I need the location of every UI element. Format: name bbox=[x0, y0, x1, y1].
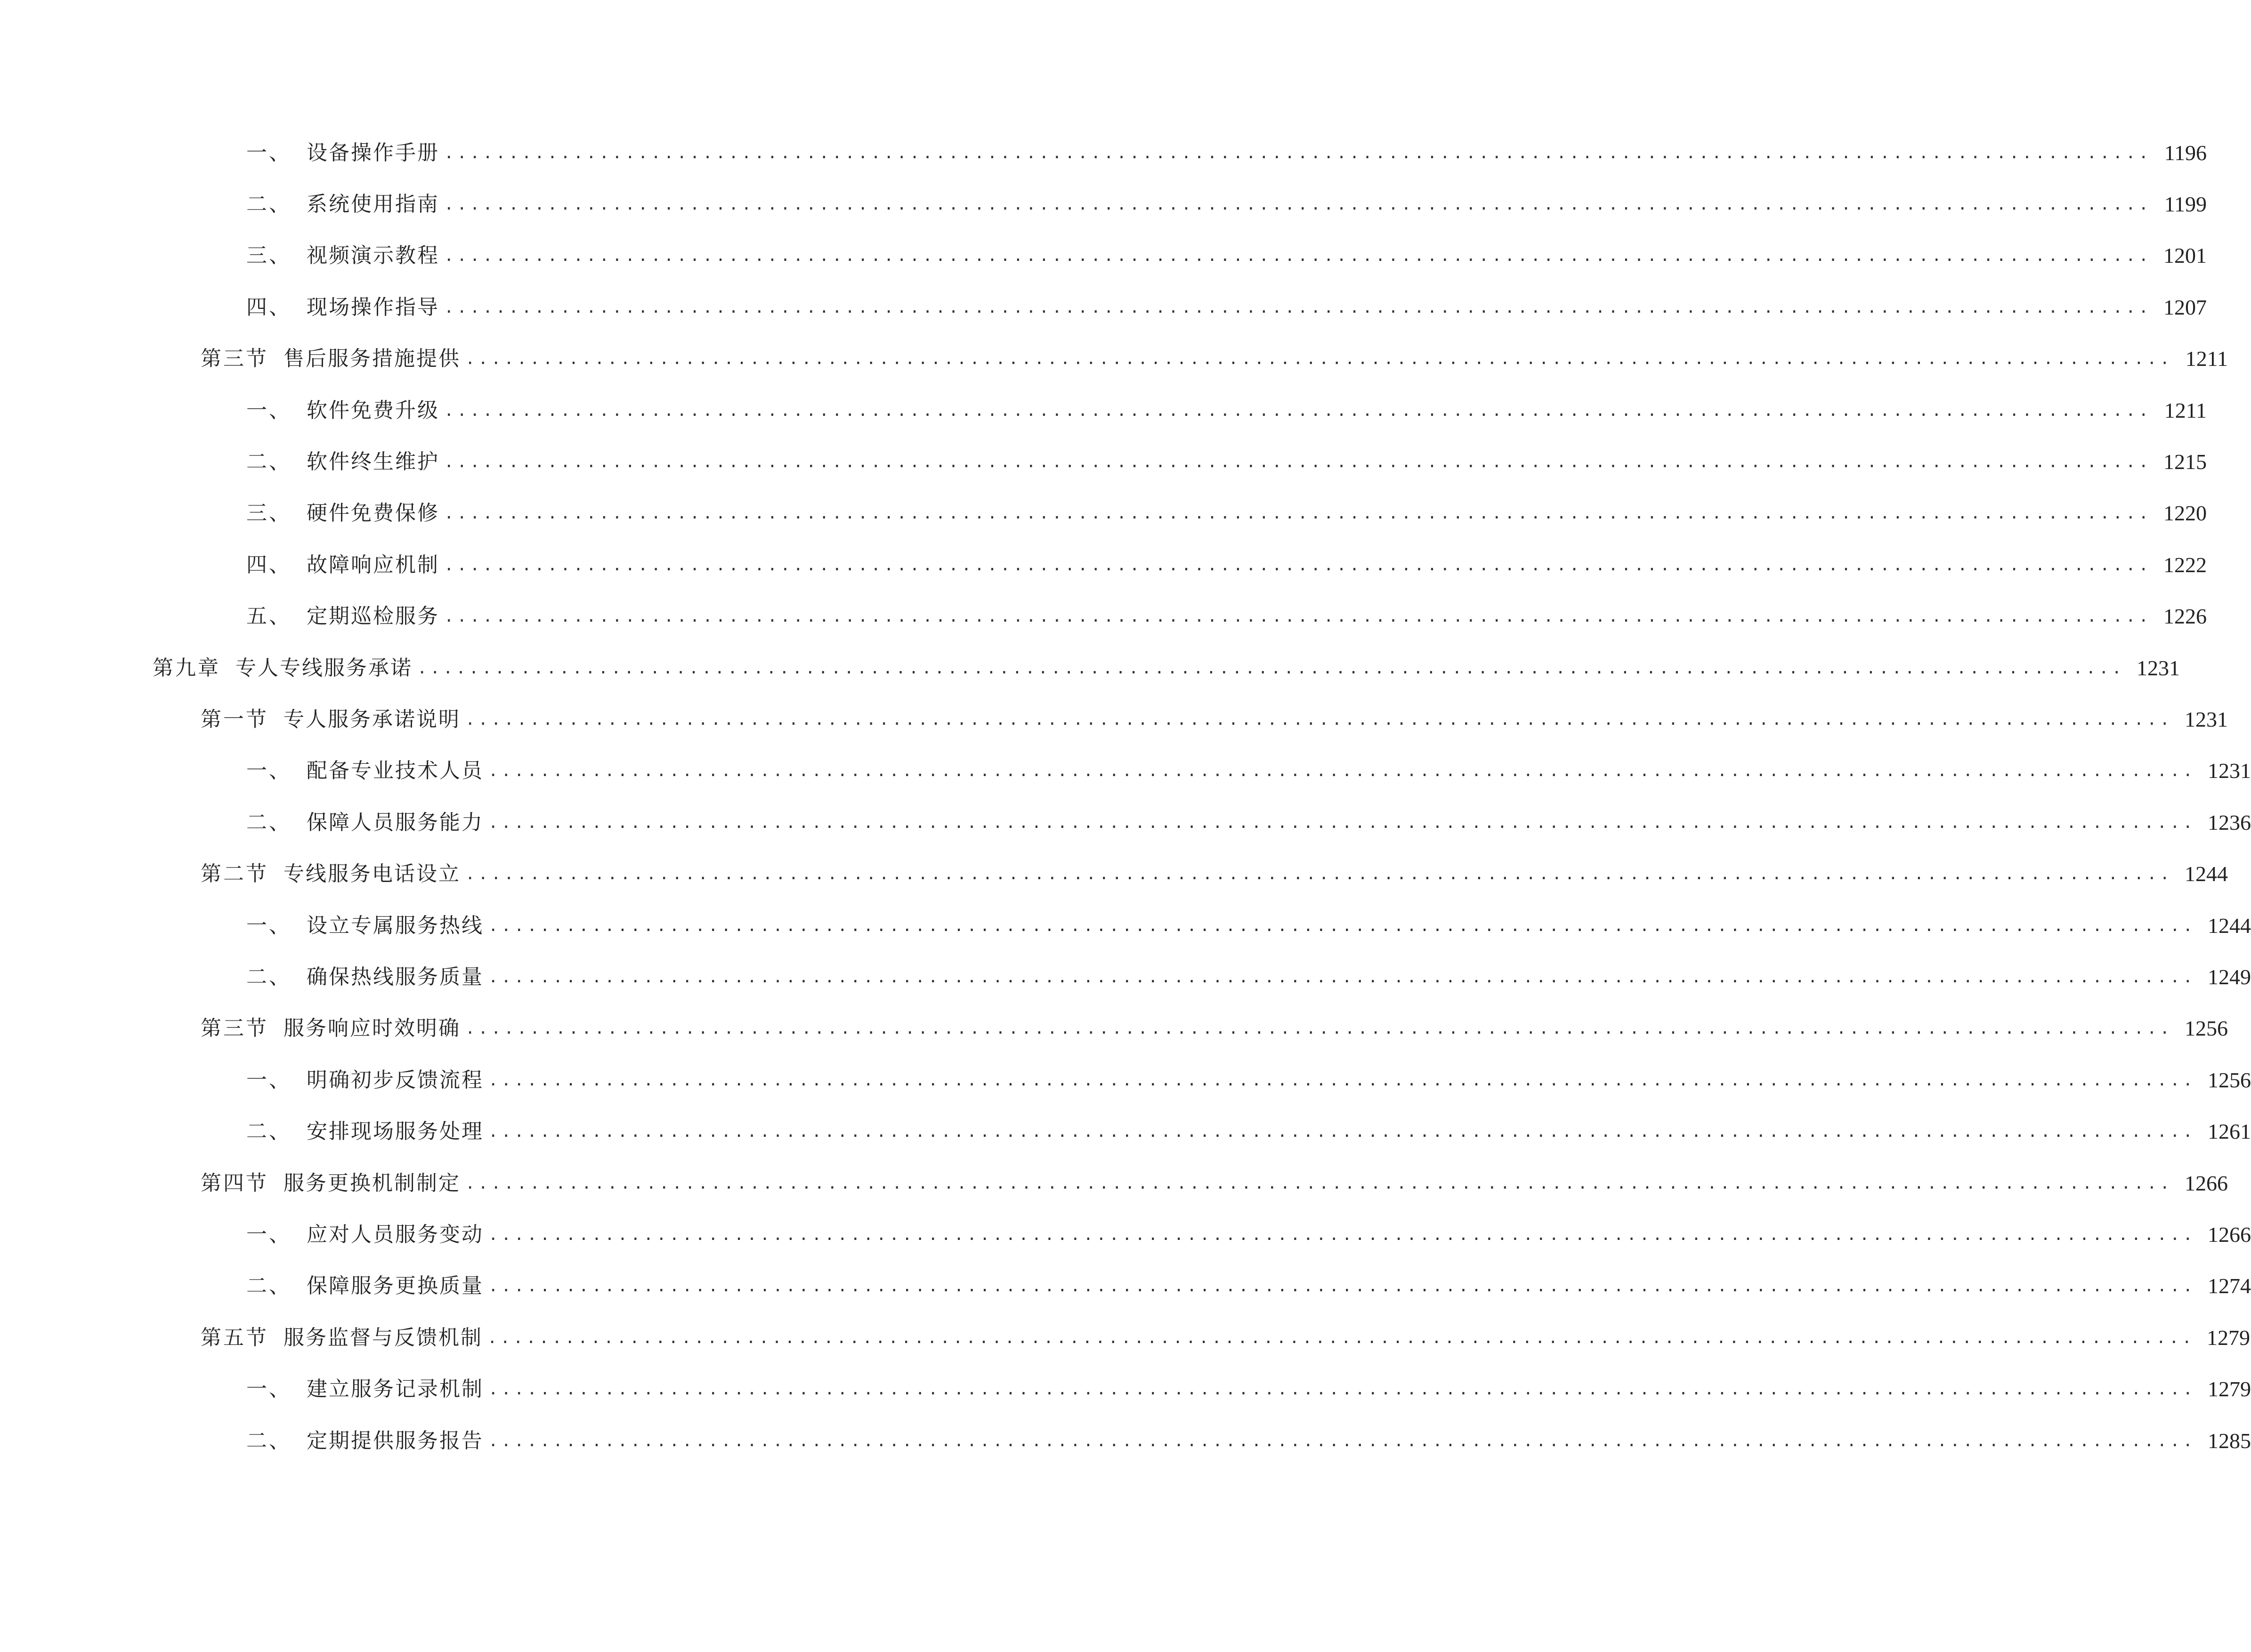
dot-leader: .................................................................................................................................... bbox=[487, 1328, 2195, 1347]
toc-entry[interactable] bbox=[246, 806, 2251, 839]
entry-number: 一、 bbox=[246, 1377, 291, 1401]
page-number: 1207 bbox=[2163, 295, 2207, 319]
dot-leader: .................................................................................................................................... bbox=[444, 195, 2152, 214]
page-number: 1256 bbox=[2208, 1068, 2251, 1092]
entry-number: 五、 bbox=[246, 604, 291, 628]
dot-leader: .................................................................................................................................... bbox=[444, 556, 2152, 575]
entry-title: 软件终生维护 bbox=[307, 450, 439, 474]
dot-leader: .................................................................................................................................... bbox=[444, 144, 2152, 162]
entry-title: 现场操作指导 bbox=[307, 295, 439, 319]
page-number: 1231 bbox=[2185, 707, 2228, 731]
entry-title: 视频演示教程 bbox=[307, 243, 439, 267]
entry-number: 二、 bbox=[246, 965, 291, 989]
entry-title: 专线服务电话设立 bbox=[283, 862, 461, 886]
entry-title: 安排现场服务处理 bbox=[307, 1119, 484, 1143]
toc-entry[interactable] bbox=[201, 1012, 2228, 1045]
entry-title: 配备专业技术人员 bbox=[307, 759, 484, 783]
dot-leader: .................................................................................................................................... bbox=[417, 659, 2125, 678]
entry-number: 一、 bbox=[246, 759, 291, 783]
dot-leader: .................................................................................................................................... bbox=[444, 607, 2152, 626]
entry-title: 故障响应机制 bbox=[307, 553, 439, 577]
dot-leader: .................................................................................................................................... bbox=[465, 1019, 2173, 1038]
dot-leader: .................................................................................................................................... bbox=[488, 1277, 2196, 1296]
section-number: 第五节 bbox=[201, 1326, 268, 1350]
entry-number: 三、 bbox=[246, 243, 291, 267]
dot-leader: .................................................................................................................................... bbox=[444, 453, 2152, 471]
entry-number: 三、 bbox=[246, 501, 291, 525]
entry-number: 二、 bbox=[246, 810, 291, 834]
page-number: 1256 bbox=[2185, 1016, 2228, 1040]
toc-entry[interactable] bbox=[246, 188, 2207, 221]
toc-entry[interactable] bbox=[201, 858, 2228, 891]
toc-entry[interactable] bbox=[201, 342, 2228, 375]
toc-entry[interactable] bbox=[246, 600, 2207, 633]
toc-entry[interactable] bbox=[246, 291, 2207, 324]
entry-title: 明确初步反馈流程 bbox=[307, 1068, 484, 1092]
toc-entry[interactable] bbox=[246, 909, 2251, 942]
toc-entry[interactable] bbox=[246, 1373, 2251, 1406]
toc-entry[interactable] bbox=[246, 239, 2207, 272]
entry-title: 服务响应时效明确 bbox=[283, 1016, 461, 1040]
dot-leader: .................................................................................................................................... bbox=[444, 504, 2152, 523]
entry-title: 软件免费升级 bbox=[307, 398, 439, 422]
entry-title: 服务更换机制制定 bbox=[283, 1171, 461, 1195]
dot-leader: .................................................................................................................................... bbox=[488, 813, 2196, 832]
entry-number: 四、 bbox=[246, 553, 291, 577]
page-number: 1236 bbox=[2208, 810, 2251, 834]
page-number: 1211 bbox=[2185, 347, 2228, 371]
page-number: 1266 bbox=[2185, 1171, 2228, 1195]
dot-leader: .................................................................................................................................... bbox=[488, 761, 2196, 780]
dot-leader: .................................................................................................................................... bbox=[488, 916, 2196, 935]
page-number: 1211 bbox=[2164, 398, 2207, 422]
entry-title: 服务监督与反馈机制 bbox=[283, 1326, 483, 1350]
toc-entry[interactable] bbox=[246, 394, 2207, 427]
section-number: 第三节 bbox=[201, 1016, 268, 1040]
section-number: 第三节 bbox=[201, 347, 268, 371]
entry-number: 二、 bbox=[246, 192, 291, 216]
entry-title: 定期提供服务报告 bbox=[307, 1429, 484, 1453]
page-number: 1244 bbox=[2185, 862, 2228, 886]
page-number: 1199 bbox=[2164, 192, 2207, 216]
toc-entry[interactable] bbox=[246, 549, 2207, 582]
dot-leader: .................................................................................................................................... bbox=[444, 401, 2152, 420]
dot-leader: .................................................................................................................................... bbox=[488, 1122, 2196, 1141]
page-number: 1231 bbox=[2208, 759, 2251, 783]
entry-title: 保障人员服务能力 bbox=[307, 810, 484, 834]
toc-entry[interactable] bbox=[246, 445, 2207, 478]
dot-leader: .................................................................................................................................... bbox=[465, 349, 2173, 368]
page-number: 1231 bbox=[2137, 656, 2180, 680]
chapter-number: 第九章 bbox=[153, 656, 220, 680]
entry-title: 建立服务记录机制 bbox=[307, 1377, 484, 1401]
page-number: 1244 bbox=[2208, 914, 2251, 938]
dot-leader: .................................................................................................................................... bbox=[444, 298, 2152, 317]
entry-title: 专人专线服务承诺 bbox=[235, 656, 413, 680]
section-number: 第一节 bbox=[201, 707, 268, 731]
dot-leader: .................................................................................................................................... bbox=[465, 865, 2173, 883]
toc-entry[interactable] bbox=[246, 1115, 2251, 1148]
dot-leader: .................................................................................................................................... bbox=[444, 246, 2152, 265]
toc-entry[interactable] bbox=[246, 137, 2207, 170]
entry-number: 二、 bbox=[246, 1274, 291, 1298]
entry-title: 定期巡检服务 bbox=[307, 604, 439, 628]
dot-leader: .................................................................................................................................... bbox=[465, 1174, 2173, 1193]
page-number: 1279 bbox=[2208, 1377, 2251, 1401]
entry-number: 一、 bbox=[246, 398, 291, 422]
toc-entry[interactable] bbox=[246, 1064, 2251, 1097]
toc-entry[interactable] bbox=[246, 961, 2251, 994]
page-number: 1249 bbox=[2208, 965, 2251, 989]
page-number: 1261 bbox=[2208, 1119, 2251, 1143]
toc-entry[interactable] bbox=[246, 1425, 2251, 1458]
entry-number: 一、 bbox=[246, 141, 291, 165]
toc-entry[interactable] bbox=[246, 497, 2207, 530]
entry-number: 一、 bbox=[246, 1223, 291, 1247]
page-number: 1226 bbox=[2163, 604, 2207, 628]
dot-leader: .................................................................................................................................... bbox=[488, 1432, 2196, 1450]
toc-entry[interactable] bbox=[246, 754, 2251, 787]
entry-title: 设备操作手册 bbox=[307, 141, 439, 165]
page-number: 1201 bbox=[2163, 243, 2207, 267]
page-number: 1285 bbox=[2208, 1429, 2251, 1453]
page-number: 1279 bbox=[2207, 1326, 2251, 1350]
page-number: 1215 bbox=[2163, 450, 2207, 474]
section-number: 第四节 bbox=[201, 1171, 268, 1195]
entry-number: 一、 bbox=[246, 1068, 291, 1092]
entry-number: 四、 bbox=[246, 295, 291, 319]
section-number: 第二节 bbox=[201, 862, 268, 886]
page-number: 1266 bbox=[2208, 1223, 2251, 1247]
page-number: 1220 bbox=[2163, 501, 2207, 525]
entry-number: 一、 bbox=[246, 914, 291, 938]
entry-title: 售后服务措施提供 bbox=[283, 347, 461, 371]
entry-title: 系统使用指南 bbox=[307, 192, 439, 216]
entry-title: 硬件免费保修 bbox=[307, 501, 439, 525]
dot-leader: .................................................................................................................................... bbox=[488, 1380, 2196, 1399]
dot-leader: .................................................................................................................................... bbox=[488, 1071, 2196, 1090]
dot-leader: .................................................................................................................................... bbox=[465, 710, 2173, 729]
toc-entry[interactable] bbox=[201, 703, 2228, 736]
entry-number: 二、 bbox=[246, 1429, 291, 1453]
toc-entry[interactable] bbox=[201, 1321, 2251, 1354]
entry-number: 二、 bbox=[246, 1119, 291, 1143]
page-number: 1196 bbox=[2164, 141, 2207, 165]
entry-number: 二、 bbox=[246, 450, 291, 474]
entry-title: 保障服务更换质量 bbox=[307, 1274, 484, 1298]
toc-entry[interactable] bbox=[246, 1270, 2251, 1303]
entry-title: 确保热线服务质量 bbox=[307, 965, 484, 989]
toc-entry[interactable] bbox=[201, 1167, 2228, 1200]
dot-leader: .................................................................................................................................... bbox=[488, 968, 2196, 987]
dot-leader: .................................................................................................................................... bbox=[488, 1225, 2196, 1244]
entry-title: 应对人员服务变动 bbox=[307, 1223, 484, 1247]
entry-title: 专人服务承诺说明 bbox=[283, 707, 461, 731]
page-number: 1222 bbox=[2163, 553, 2207, 577]
entry-title: 设立专属服务热线 bbox=[307, 914, 484, 938]
toc-entry[interactable] bbox=[246, 1218, 2251, 1251]
page-number: 1274 bbox=[2208, 1274, 2251, 1298]
toc-entry[interactable] bbox=[153, 652, 2180, 685]
